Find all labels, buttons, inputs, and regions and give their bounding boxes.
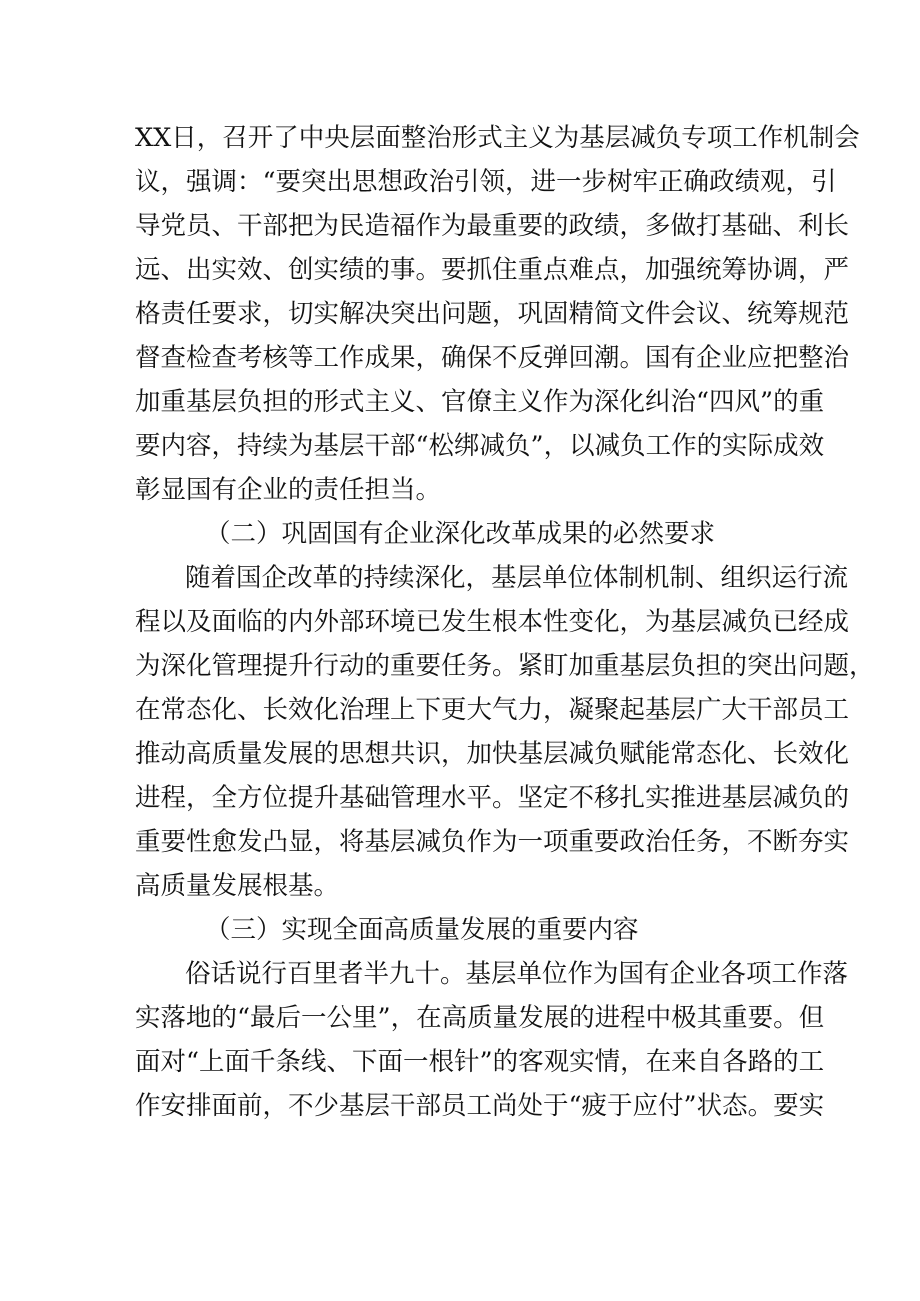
section-heading: （三）实现全面高质量发展的重要内容: [205, 915, 639, 945]
body-line: 推动高质量发展的思想共识，加快基层减负赋能常态化、长效化: [135, 739, 850, 769]
body-line: 高质量发展根基。: [135, 871, 340, 901]
body-line: 面对“上面千条线、下面一根针”的客观实情，在来自各路的工: [135, 1047, 825, 1077]
body-line: 随着国企改革的持续深化，基层单位体制机制、组织运行流: [185, 563, 849, 593]
section-heading: （二）巩固国有企业深化改革成果的必然要求: [205, 519, 716, 549]
body-line: 议，强调：“要突出思想政治引领，进一步树牢正确政绩观，引: [135, 167, 837, 197]
body-line: 彰显国有企业的责任担当。: [135, 475, 442, 505]
body-line: XX日，召开了中央层面整治形式主义为基层减负专项工作机制会: [135, 123, 860, 153]
body-line: 俗话说行百里者半九十。基层单位作为国有企业各项工作落: [185, 959, 849, 989]
body-line: 格责任要求，切实解决突出问题，巩固精简文件会议、统筹规范: [135, 299, 850, 329]
body-line: 督查检查考核等工作成果，确保不反弹回潮。国有企业应把整治: [135, 343, 850, 373]
body-line: 为深化管理提升行动的重要任务。紧盯加重基层负担的突出问题，: [135, 651, 875, 681]
body-line: 程以及面临的内外部环境已发生根本性变化，为基层减负已经成: [135, 607, 850, 637]
body-line: 远、出实效、创实绩的事。要抓住重点难点，加强统筹协调，严: [135, 255, 850, 285]
body-line: 要内容，持续为基层干部“松绑减负”，以减负工作的实际成效: [135, 431, 825, 461]
body-line: 加重基层负担的形式主义、官僚主义作为深化纠治“四风”的重: [135, 387, 825, 417]
body-line: 重要性愈发凸显，将基层减负作为一项重要政治任务，不断夯实: [135, 827, 850, 857]
body-line: 进程，全方位提升基础管理水平。坚定不移扎实推进基层减负的: [135, 783, 850, 813]
body-line: 实落地的“最后一公里”，在高质量发展的进程中极其重要。但: [135, 1003, 825, 1033]
body-line: 作安排面前，不少基层干部员工尚处于“疲于应付”状态。要实: [135, 1091, 825, 1121]
body-line: 在常态化、长效化治理上下更大气力，凝聚起基层广大干部员工: [135, 695, 850, 725]
body-line: 导党员、干部把为民造福作为最重要的政绩，多做打基础、利长: [135, 211, 850, 241]
